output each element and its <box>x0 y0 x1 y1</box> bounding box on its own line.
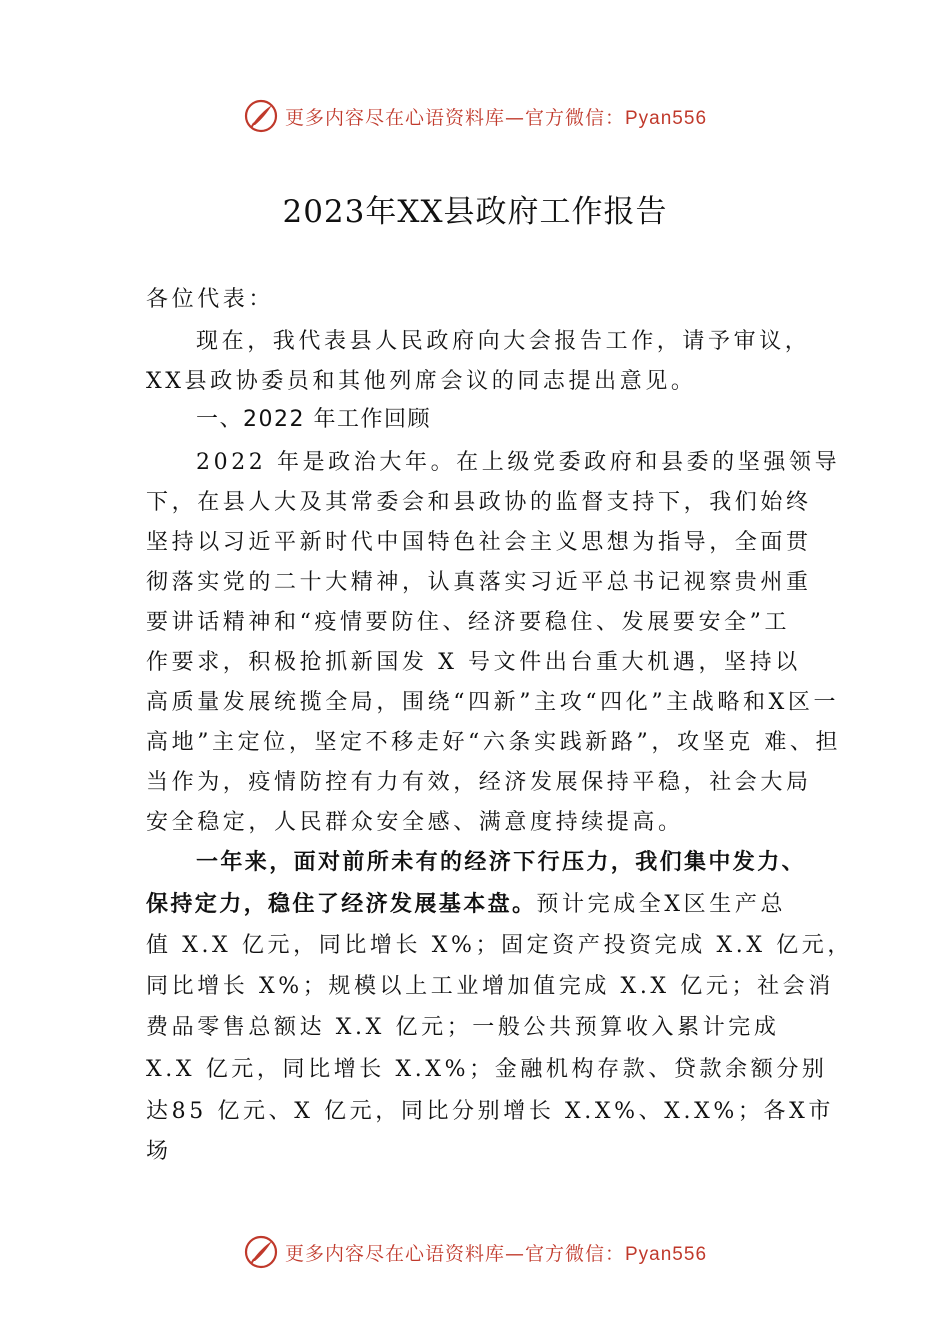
paragraph-line: 要讲话精神和“疫情要防住、经济要稳住、发展要安全”工 <box>146 610 791 635</box>
footer-banner <box>0 1232 950 1272</box>
banner-text <box>285 103 707 130</box>
paragraph-line: 作要求，积极抢抓新国发 X 号文件出台重大机遇，坚持以 <box>146 650 801 675</box>
header-banner <box>0 96 950 136</box>
paragraph-line: 同比增长 X%；规模以上工业增加值完成 X.X 亿元；社会消 <box>146 974 834 999</box>
bold-lead-line: 一年来，面对前所未有的经济下行压力，我们集中发力、 <box>196 850 807 875</box>
wechat-id: Pyan556 <box>625 1243 708 1265</box>
paragraph-line: 当作为，疫情防控有力有效，经济发展保持平稳，社会大局 <box>146 770 812 795</box>
banner-label: 更多内容尽在心语资料库—官方微信： <box>284 106 625 129</box>
section-heading: 一、2022 年工作回顾 <box>196 407 431 432</box>
paragraph-line: 2022 年是政治大年。在上级党委政府和县委的坚强领导 <box>196 450 841 475</box>
paragraph-line: 坚持以习近平新时代中国特色社会主义思想为指导，全面贯 <box>146 530 812 555</box>
banner-label: 更多内容尽在心语资料库—官方微信： <box>284 1242 625 1265</box>
paragraph-line: X.X 亿元，同比增长 X.X%；金融机构存款、贷款余额分别 <box>146 1057 828 1082</box>
intro-line: 现在，我代表县人民政府向大会报告工作，请予审议， <box>196 329 811 354</box>
paragraph-line: 场 <box>146 1139 172 1164</box>
paragraph-line: 安全稳定，人民群众安全感、满意度持续提高。 <box>146 810 684 835</box>
paragraph-line: 彻落实党的二十大精神，认真落实习近平总书记视察贵州重 <box>146 570 812 595</box>
quill-logo-icon <box>243 98 279 134</box>
paragraph-line: 下，在县人大及其常委会和县政协的监督支持下，我们始终 <box>146 490 812 515</box>
quill-logo-icon <box>243 1234 279 1270</box>
wechat-id: Pyan556 <box>625 107 708 129</box>
paragraph-line: 值 X.X 亿元，同比增长 X%；固定资产投资完成 X.X 亿元， <box>146 933 853 958</box>
paragraph-line <box>146 890 786 920</box>
paragraph-line: 达85 亿元、X 亿元，同比分别增长 X.X%、X.X%；各X市 <box>146 1099 834 1124</box>
paragraph-text: 预计完成全X区生产总 <box>536 892 787 917</box>
paragraph-line: 费品零售总额达 X.X 亿元；一般公共预算收入累计完成 <box>146 1015 780 1040</box>
banner-text <box>285 1239 707 1266</box>
intro-line: XX县政协委员和其他列席会议的同志提出意见。 <box>146 369 697 394</box>
salutation: 各位代表： <box>146 287 275 312</box>
paragraph-line: 高质量发展统揽全局，围绕“四新”主攻“四化”主战略和X区一 <box>146 690 840 715</box>
document-title: 2023年XX县政府工作报告 <box>282 194 668 230</box>
paragraph-line: 高地”主定位，坚定不移走好“六条实践新路”，攻坚克 难、担 <box>146 730 842 755</box>
bold-lead-line: 保持定力，稳住了经济发展基本盘。 <box>146 892 537 917</box>
